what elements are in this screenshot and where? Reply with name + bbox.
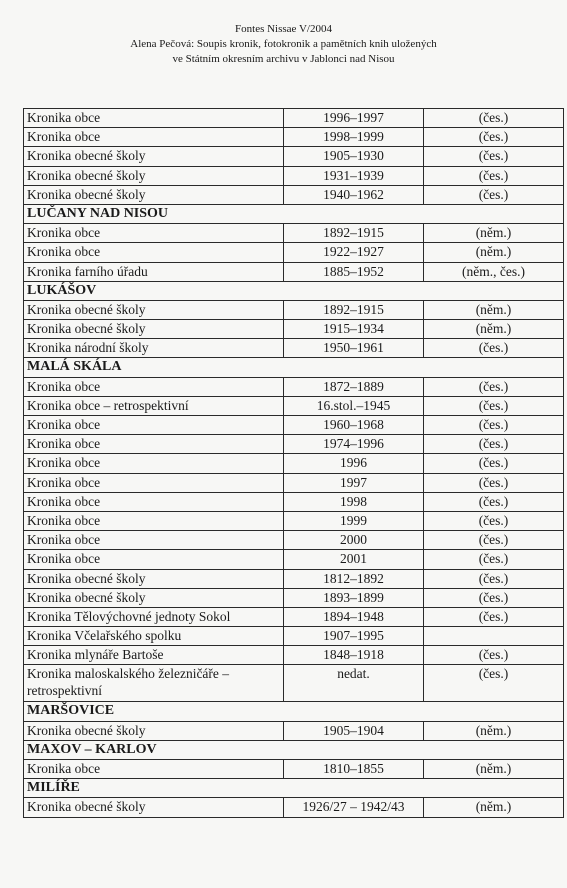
table-row <box>24 320 564 339</box>
years-cell: 1997 <box>284 473 424 492</box>
table-row <box>24 646 564 665</box>
years-cell: 2001 <box>284 550 424 569</box>
table-row <box>24 531 564 550</box>
section-row <box>24 281 564 300</box>
table-row <box>24 798 564 817</box>
language-cell: (něm.) <box>424 760 564 779</box>
section-row <box>24 702 564 721</box>
years-cell: 1926/27 – 1942/43 <box>284 798 424 817</box>
language-cell: (čes.) <box>424 492 564 511</box>
chronicle-name-cell: Kronika obce <box>24 435 284 454</box>
chronicle-name-cell: Kronika obce <box>24 416 284 435</box>
years-cell: 1905–1930 <box>284 147 424 166</box>
table-row <box>24 511 564 530</box>
section-row <box>24 779 564 798</box>
table-row <box>24 185 564 204</box>
years-cell: 1892–1915 <box>284 300 424 319</box>
language-cell: (čes.) <box>424 416 564 435</box>
section-heading: MAXOV – KARLOV <box>24 740 564 759</box>
table-row <box>24 665 564 702</box>
table-row <box>24 607 564 626</box>
chronicle-name-cell: Kronika obce <box>24 243 284 262</box>
years-cell: 1893–1899 <box>284 588 424 607</box>
years-cell: 1892–1915 <box>284 224 424 243</box>
chronicle-name-cell: Kronika obce <box>24 550 284 569</box>
chronicle-name-cell: Kronika obce <box>24 511 284 530</box>
language-cell: (čes.) <box>424 473 564 492</box>
table-row <box>24 416 564 435</box>
years-cell: 1812–1892 <box>284 569 424 588</box>
chronicle-name-cell: Kronika obce – retrospektivní <box>24 396 284 415</box>
chronicle-name-cell: Kronika národní školy <box>24 339 284 358</box>
years-cell: 1931–1939 <box>284 166 424 185</box>
years-cell: 1810–1855 <box>284 760 424 779</box>
chronicle-name-cell: Kronika maloskalského železničáře – retrospektivní <box>24 665 284 702</box>
years-cell: 1960–1968 <box>284 416 424 435</box>
years-cell: 1940–1962 <box>284 185 424 204</box>
table-row <box>24 109 564 128</box>
chronicle-name-cell: Kronika obecné školy <box>24 185 284 204</box>
section-heading: MARŠOVICE <box>24 702 564 721</box>
header-line-1: Fontes Nissae V/2004 <box>235 23 332 35</box>
table-row <box>24 721 564 740</box>
years-cell: 1885–1952 <box>284 262 424 281</box>
years-cell: 1998–1999 <box>284 128 424 147</box>
section-row <box>24 204 564 223</box>
chronicle-name-cell: Kronika obecné školy <box>24 569 284 588</box>
language-cell: (čes.) <box>424 665 564 702</box>
table-row <box>24 147 564 166</box>
table-row <box>24 243 564 262</box>
chronicle-name-cell: Kronika obce <box>24 454 284 473</box>
years-cell: 1999 <box>284 511 424 530</box>
language-cell: (čes.) <box>424 607 564 626</box>
chronicle-name-cell: Kronika obce <box>24 109 284 128</box>
section-row <box>24 358 564 377</box>
language-cell: (něm.) <box>424 798 564 817</box>
years-cell: 1996–1997 <box>284 109 424 128</box>
years-cell: 1915–1934 <box>284 320 424 339</box>
table-row <box>24 224 564 243</box>
table-row <box>24 262 564 281</box>
table-row <box>24 396 564 415</box>
years-cell: 1998 <box>284 492 424 511</box>
chronicles-table <box>23 108 564 818</box>
table-row <box>24 300 564 319</box>
chronicle-name-cell: Kronika farního úřadu <box>24 262 284 281</box>
table-row <box>24 377 564 396</box>
language-cell: (něm.) <box>424 721 564 740</box>
language-cell <box>424 627 564 646</box>
language-cell: (čes.) <box>424 454 564 473</box>
language-cell: (čes.) <box>424 550 564 569</box>
header-line-2: Alena Pečová: Soupis kronik, fotokronik a pamětních knih uložených <box>130 38 437 50</box>
language-cell: (čes.) <box>424 588 564 607</box>
header-line-3: ve Státním okresním archivu v Jablonci nad Nisou <box>172 53 395 65</box>
language-cell: (čes.) <box>424 531 564 550</box>
years-cell: nedat. <box>284 665 424 702</box>
chronicle-name-cell: Kronika obecné školy <box>24 721 284 740</box>
years-cell: 1907–1995 <box>284 627 424 646</box>
language-cell: (čes.) <box>424 646 564 665</box>
years-cell: 1974–1996 <box>284 435 424 454</box>
language-cell: (čes.) <box>424 569 564 588</box>
language-cell: (něm.) <box>424 320 564 339</box>
language-cell: (čes.) <box>424 147 564 166</box>
years-cell: 1848–1918 <box>284 646 424 665</box>
language-cell: (čes.) <box>424 339 564 358</box>
years-cell: 2000 <box>284 531 424 550</box>
table-row <box>24 454 564 473</box>
language-cell: (čes.) <box>424 511 564 530</box>
chronicle-name-cell: Kronika obce <box>24 760 284 779</box>
language-cell: (něm., čes.) <box>424 262 564 281</box>
years-cell: 1922–1927 <box>284 243 424 262</box>
table-row <box>24 569 564 588</box>
table-row <box>24 550 564 569</box>
years-cell: 1872–1889 <box>284 377 424 396</box>
language-cell: (čes.) <box>424 128 564 147</box>
section-heading: LUKÁŠOV <box>24 281 564 300</box>
language-cell: (čes.) <box>424 396 564 415</box>
chronicle-name-cell: Kronika obce <box>24 128 284 147</box>
section-row <box>24 740 564 759</box>
language-cell: (čes.) <box>424 435 564 454</box>
language-cell: (něm.) <box>424 300 564 319</box>
years-cell: 1950–1961 <box>284 339 424 358</box>
chronicle-name-cell: Kronika obecné školy <box>24 300 284 319</box>
chronicle-name-cell: Kronika obce <box>24 377 284 396</box>
section-heading: MILÍŘE <box>24 779 564 798</box>
language-cell: (čes.) <box>424 166 564 185</box>
chronicle-name-cell: Kronika obecné školy <box>24 588 284 607</box>
table-row <box>24 166 564 185</box>
chronicle-name-cell: Kronika mlynáře Bartoše <box>24 646 284 665</box>
table-row <box>24 760 564 779</box>
section-heading: LUČANY NAD NISOU <box>24 204 564 223</box>
section-heading: MALÁ SKÁLA <box>24 358 564 377</box>
table-row <box>24 339 564 358</box>
years-cell: 16.stol.–1945 <box>284 396 424 415</box>
years-cell: 1905–1904 <box>284 721 424 740</box>
chronicle-name-cell: Kronika obce <box>24 473 284 492</box>
table-row <box>24 435 564 454</box>
language-cell: (čes.) <box>424 185 564 204</box>
chronicle-name-cell: Kronika obecné školy <box>24 147 284 166</box>
chronicles-table-body <box>24 109 564 818</box>
chronicle-name-cell: Kronika obecné školy <box>24 320 284 339</box>
table-row <box>24 128 564 147</box>
language-cell: (něm.) <box>424 224 564 243</box>
chronicle-name-cell: Kronika obce <box>24 224 284 243</box>
years-cell: 1996 <box>284 454 424 473</box>
years-cell: 1894–1948 <box>284 607 424 626</box>
table-row <box>24 588 564 607</box>
language-cell: (čes.) <box>424 377 564 396</box>
table-row <box>24 492 564 511</box>
table-row <box>24 473 564 492</box>
language-cell: (něm.) <box>424 243 564 262</box>
chronicle-name-cell: Kronika Včelařského spolku <box>24 627 284 646</box>
language-cell: (čes.) <box>424 109 564 128</box>
chronicle-name-cell: Kronika obce <box>24 531 284 550</box>
chronicle-name-cell: Kronika Tělovýchovné jednoty Sokol <box>24 607 284 626</box>
table-row <box>24 627 564 646</box>
page-header <box>0 22 567 67</box>
chronicle-name-cell: Kronika obecné školy <box>24 798 284 817</box>
chronicle-name-cell: Kronika obecné školy <box>24 166 284 185</box>
chronicle-name-cell: Kronika obce <box>24 492 284 511</box>
